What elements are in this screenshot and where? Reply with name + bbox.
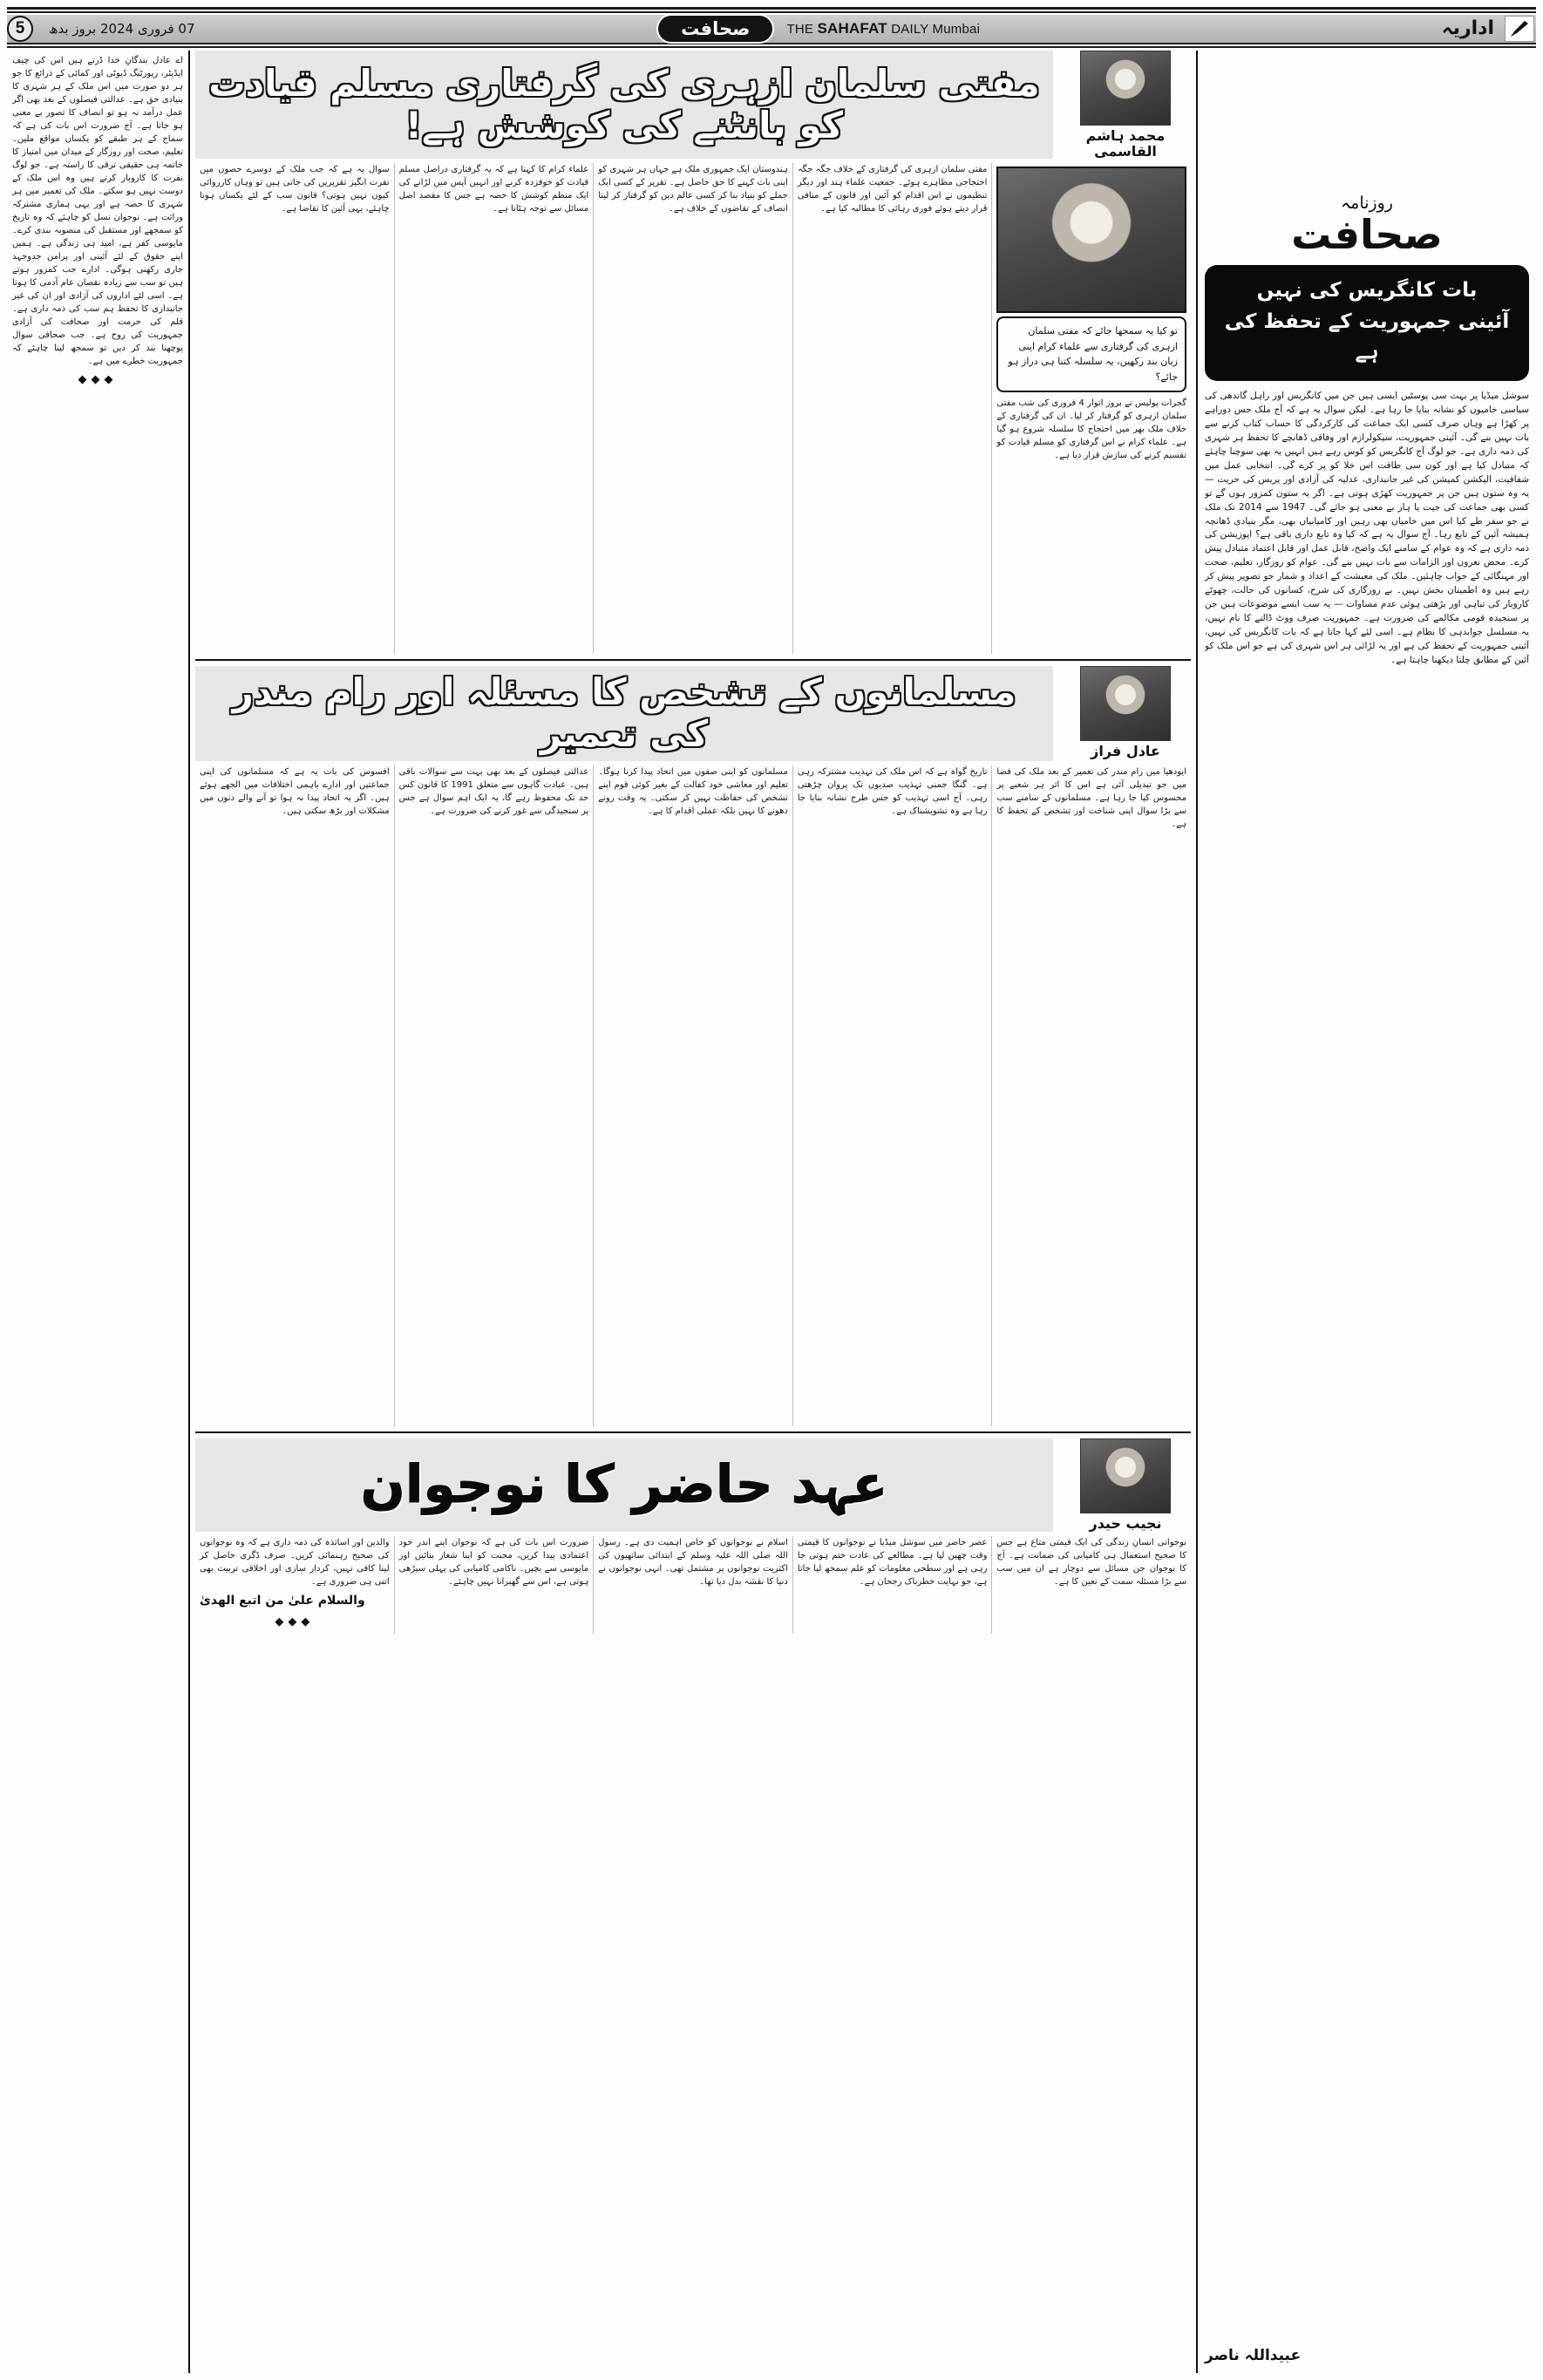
english-masthead-bold: SAHAFAT <box>817 20 887 37</box>
editorial-column <box>1196 51 1536 2373</box>
left-side-column <box>7 51 190 2373</box>
editorial-masthead-big: صحافت <box>1291 211 1443 258</box>
article-3-col-4 <box>195 1536 394 1635</box>
article-2-columns <box>195 765 1191 1426</box>
header-right-group <box>1426 15 1536 43</box>
article-2-author: عادل فراز <box>1091 743 1160 759</box>
editorial-headline-box <box>1205 265 1529 381</box>
author-photo-najeeb-haider <box>1080 1438 1171 1513</box>
author-photo-adil-faraz <box>1080 666 1171 741</box>
top-rule-1 <box>7 7 1536 10</box>
article-1-byline <box>1060 51 1191 159</box>
article-2-head <box>195 666 1191 761</box>
article-3-col-3: ضرورت اس بات کی ہے کہ نوجوان اپنے اندر خود اعتمادی پیدا کریں، محنت کو اپنا شعار بنائیں اور مایوسی سے بچیں۔ ناکامی کامیابی کی پہلی سیڑھی ہوتی ہے، اس سے گھبرانا نہیں چاہئے۔ <box>394 1536 594 1635</box>
editorial-headline-line2: آئینی جمہوریت کے تحفظ کی ہے <box>1224 309 1510 364</box>
article-1-col-1: مفتی سلمان ازہری کی گرفتاری کے خلاف جگہ جگہ احتجاجی مظاہرے ہوئے۔ جمعیت علماء ہند اور دیگر تنظیموں نے اس اقدام کو آئین اور قانون کے منافی قرار دیتے ہوئے فوری رہائی کا مطالبہ کیا ہے۔ <box>792 163 992 654</box>
main-article-area <box>190 51 1196 2373</box>
article-3-closing: والسلام علیٰ من اتبع الھدیٰ <box>200 1593 365 1608</box>
pen-nib-icon <box>1505 16 1534 42</box>
article-1-col-2: ہندوستان ایک جمہوری ملک ہے جہاں ہر شہری کو اپنی بات کہنے کا حق حاصل ہے۔ تقریر کے کسی ایک جملے کو بنیاد بنا کر کسی عالم دین کو گرفتار کر لینا انصاف کے تقاضوں کے خلاف ہے۔ <box>593 163 792 654</box>
section-label: اداریہ <box>1441 17 1494 39</box>
left-rail-text: اے عادل بندگانِ خدا ڈرتے ہیں اس کی چیف ایڈیٹر، رپورٹنگ ڈیوٹی اور کمائی کے ذرائع کا جو ہر دو صورت میں اس ملک کے ہر شہری کا بنیادی حق ہے۔ عدالتی فیصلوں کے بعد بھی اگر عمل درآمد نہ ہو تو انصاف کا تصور بے معنی ہو جاتا ہے۔ آج ضرورت اس بات کی ہے کہ سماج کے ہر طبقے کو یکساں مواقع ملیں۔ تعلیم، صحت اور روزگار کے میدان میں امتیاز کا خاتمہ ہی حقیقی ترقی کا راستہ ہے۔ جو لوگ نفرت کا کاروبار کرتے ہیں وہ اس ملک کے دوست نہیں ہو سکتے۔ ملک کی تعمیر میں ہر شہری کا حصہ ہے اور یہی ہماری مشترکہ وراثت ہے۔ نوجوان نسل کو چاہئے کہ وہ تاریخ کو سمجھے اور مستقبل کی منصوبہ بندی کرے۔ مایوسی کفر ہے، امید ہی زندگی ہے۔ ہمیں اپنے حقوق کے لئے آئینی اور پرامن جدوجہد جاری رکھنی ہوگی۔ ادارے جب کمزور ہوتے ہیں تو سب سے زیادہ نقصان عام آدمی کا ہوتا ہے۔ اسی لئے اداروں کی آزادی اور ان کی غیر جانبداری کا تحفظ ہم سب کی ذمہ داری ہے۔ قلم کی حرمت اور صحافت کی آزادی جمہوریت کی روح ہے۔ جب صحافی سوال پوچھنا بند کر دیں تو سمجھ لینا چاہئے کہ جمہوریت خطرے میں ہے۔ <box>12 56 183 366</box>
english-masthead <box>786 20 980 37</box>
article-1-author: محمد ہاشم القاسمی <box>1085 127 1166 160</box>
article-1-headline: مفتی سلمان ازہری کی گرفتاری مسلم قیادت کو بانٹنے کی کوشش ہے! <box>208 61 1040 147</box>
article-3-head <box>195 1438 1191 1532</box>
article-2-byline <box>1060 666 1191 761</box>
article-3 <box>195 1438 1191 1639</box>
article-1-col-4: سوال یہ ہے کہ جب ملک کے دوسرے حصوں میں نفرت انگیز تقریریں کی جاتی ہیں تو وہاں کارروائی کیوں نہیں ہوتی؟ قانون سب کے لئے یکساں ہونا چاہئے، یہی آئین کا تقاضا ہے۔ <box>200 165 390 214</box>
article-2-headline: مسلمانوں کے تشخص کا مسئلہ اور رام مندر کی تعمیر <box>232 670 1016 756</box>
article-2-col-4: افسوس کی بات یہ ہے کہ مسلمانوں کی اپنی جماعتیں اور ادارے باہمی اختلافات میں الجھے ہوئے ہیں۔ اگر یہ اتحاد پیدا نہ ہوا تو آنے والے دنوں میں مشکلات اور بڑھ سکتی ہیں۔ <box>200 766 390 816</box>
article-1 <box>195 51 1191 661</box>
article-1-col-3: علماء کرام کا کہنا ہے کہ یہ گرفتاری دراصل مسلم قیادت کو خوفزدہ کرنے اور انہیں آپس میں لڑانے کی ایک منظم کوشش کا حصہ ہے جس کا مقصد اصل مسائل سے توجہ ہٹانا ہے۔ <box>394 163 594 654</box>
article-1-col-0 <box>991 163 1191 654</box>
article-3-col-1: عصر حاضر میں سوشل میڈیا نے نوجوانوں کا قیمتی وقت چھین لیا ہے۔ مطالعے کی عادت ختم ہوتی جا رہی ہے اور سطحی معلومات کو علم سمجھ لیا جاتا ہے، جو نہایت خطرناک رجحان ہے۔ <box>792 1536 992 1635</box>
editorial-signature: عبیداللہ ناصر <box>1205 2347 1302 2364</box>
editorial-masthead-small: روزنامہ <box>1341 194 1393 213</box>
editorial-headline-line1: بات کانگریس کی نہیں <box>1256 279 1478 302</box>
page-header <box>7 15 1536 44</box>
author-photo-hashim-qasmi <box>1080 51 1171 126</box>
article-photo-salman-azhari <box>996 167 1186 313</box>
date-line: 07 فروری 2024 بروز بدھ <box>49 21 195 37</box>
article-2-col-3: عدالتی فیصلوں کے بعد بھی بہت سے سوالات باقی ہیں۔ عبادت گاہوں سے متعلق 1991 کا قانون کس حد تک محفوظ رہے گا، یہ ایک اہم سوال ہے جس پر سنجیدگی سے غور کرنے کی ضرورت ہے۔ <box>394 765 594 1426</box>
article-2-col-2: مسلمانوں کو اپنی صفوں میں اتحاد پیدا کرنا ہوگا۔ تعلیم اور معاشی خود کفالت کے بغیر کوئی قوم اپنے تشخص کی حفاظت نہیں کر سکتی۔ یہ وقت رونے دھونے کا نہیں بلکہ عملی اقدام کا ہے۔ <box>593 765 792 1426</box>
header-center-group <box>211 15 1426 43</box>
header-bottom-rule <box>7 46 1536 48</box>
sahafat-logo: صحافت <box>656 14 774 44</box>
article-2-col-1: تاریخ گواہ ہے کہ اس ملک کی تہذیب مشترکہ رہی ہے۔ گنگا جمنی تہذیب صدیوں تک پروان چڑھتی رہی۔ آج اسی تہذیب کو جس طرح نشانہ بنایا جا رہا ہے وہ تشویشناک ہے۔ <box>792 765 992 1426</box>
article-3-text-4: والدین اور اساتذہ کی ذمہ داری ہے کہ وہ نوجوانوں کی صحیح رہنمائی کریں۔ صرف ڈگری حاصل کر لینا کافی نہیں، کردار سازی اور اخلاقی تربیت بھی اتنی ہی ضروری ہے۔ <box>200 1537 390 1587</box>
article-1-headline-wrap <box>195 51 1053 159</box>
article-3-col-0: نوجوانی انسانِ زندگی کی ایک قیمتی متاع ہے جس کا صحیح استعمال ہی کامیابی کی ضمانت ہے۔ آج کا نوجوان جن مسائل سے دوچار ہے ان میں سب سے بڑا مسئلہ سمت کے تعین کا ہے۔ <box>991 1536 1191 1635</box>
article-3-col-2: اسلام نے نوجوانوں کو خاص اہمیت دی ہے۔ رسول اللہ صلی اللہ علیہ وسلم کے ابتدائی ساتھیوں کی اکثریت نوجوانوں پر مشتمل تھی۔ انہی نوجوانوں نے دنیا کا نقشہ بدل دیا تھا۔ <box>593 1536 792 1635</box>
article-3-headline: عہد حاضر کا نوجوان <box>360 1453 888 1515</box>
english-masthead-post: DAILY Mumbai <box>887 22 981 37</box>
article-2 <box>195 666 1191 1433</box>
left-rail-end-marker: ◆◆◆ <box>78 373 118 386</box>
article-2-headline-wrap <box>195 666 1053 761</box>
page-body <box>7 51 1536 2373</box>
article-3-columns <box>195 1536 1191 1635</box>
article-1-caption: تو کیا یہ سمجھا جائے کہ مفتی سلمان ازہری کی گرفتاری سے علماء کرام اپنی زبان بند رکھیں، یہ سلسلہ کتنا ہی دراز ہو جائے؟ <box>996 316 1186 391</box>
header-left-group <box>7 15 211 43</box>
editorial-body-text: سوشل میڈیا پر بہت سی پوسٹیں ایسی ہیں جن میں کانگریس اور راہل گاندھی کی سیاسی خامیوں کو نشانہ بنایا جا رہا ہے۔ لیکن سوال یہ ہے کہ آج ملک جس دوراہے پر کھڑا ہے وہاں صرف کسی ایک جماعت کی کارکردگی کا حساب کتاب کرنے سے بات نہیں بنے گی۔ آئینی جمہوریت، سیکولرازم اور وفاقی ڈھانچے کا تحفظ ہر شہری کی ذمہ داری ہے۔ جو لوگ آج کانگریس کو کوس رہے ہیں انہیں یہ بھی سوچنا چاہئے کہ متبادل کیا ہے اور کون سی طاقت اس خلا کو پر کرے گی۔ انتخابی عمل میں شفافیت، الیکشن کمیشن کی غیر جانبداری، عدلیہ کی آزادی اور پریس کی حریت — یہ وہ ستون ہیں جن پر جمہوریت کھڑی ہوتی ہے۔ اگر یہ ستون کمزور ہوں گے تو کسی بھی جماعت کی جیت یا ہار بے معنی ہو جائے گی۔ 1947 سے 2014 تک ملک نے جو سفر طے کیا اس میں خامیاں بھی رہیں اور کامیابیاں بھی، مگر بنیادی ڈھانچہ ہمیشہ آئین کے تابع رہا۔ آج سوال یہ ہے کہ کیا وہ تابع داری باقی ہے؟ اپوزیشن کی ذمہ داری ہے کہ وہ عوام کے سامنے ایک واضح، قابل عمل اور قابل اعتماد متبادل پیش کرے۔ محض نعروں اور الزامات سے بات نہیں بنے گی۔ عوام کو روزگار، تعلیم، صحت اور مہنگائی کے جواب چاہئیں۔ ملک کی معیشت کے اعداد و شمار جو تصویر پیش کر رہے ہیں وہ اطمینان بخش نہیں۔ بے روزگاری کی شرح، کسانوں کی حالت، چھوٹے کاروبار کی تباہی اور بڑھتی ہوئی عدم مساوات — یہ سب ایسے موضوعات ہیں جن پر سنجیدہ قومی مکالمے کی ضرورت ہے۔ جمہوریت صرف ووٹ ڈالنے کا نام نہیں، یہ مسلسل جوابدہی کا نظام ہے۔ اسی لئے کہا جاتا ہے کہ بات کانگریس کی نہیں، آئینی جمہوریت کے تحفظ کی ہے اور یہ لڑائی ہر اس شہری کی ہے جو اس ملک کو آئین کے مطابق چلتا دیکھنا چاہتا ہے۔ <box>1205 390 1529 666</box>
article-3-author: نجیب حیدر <box>1089 1515 1162 1532</box>
article-1-columns <box>195 163 1191 654</box>
english-masthead-pre: THE <box>786 22 818 37</box>
top-rule-2 <box>7 11 1536 13</box>
article-3-headline-wrap <box>195 1438 1053 1532</box>
article-3-end-marker: ◆◆◆ <box>275 1615 315 1629</box>
article-3-byline <box>1060 1438 1191 1532</box>
article-2-col-0: ایودھیا میں رام مندر کی تعمیر کے بعد ملک کی فضا میں جو تبدیلی آئی ہے اس کا اثر ہر شعبے پر محسوس کیا جا رہا ہے۔ مسلمانوں کے سامنے سب سے بڑا سوال اپنی شناخت اور تشخص کے تحفظ کا ہے۔ <box>991 765 1191 1426</box>
article-1-text-0: گجرات پولیس نے بروز اتوار 4 فروری کی شب مفتی سلمان ازہری کو گرفتار کر لیا۔ ان کی گرفتاری کے خلاف ملک بھر میں احتجاج کا سلسلہ شروع ہو گیا ہے۔ علماء کرام نے اس گرفتاری کو مسلم قیادت کو تقسیم کرنے کی سازش قرار دیا ہے۔ <box>996 398 1186 460</box>
page-number-badge: 5 <box>7 16 33 42</box>
article-1-head <box>195 51 1191 159</box>
